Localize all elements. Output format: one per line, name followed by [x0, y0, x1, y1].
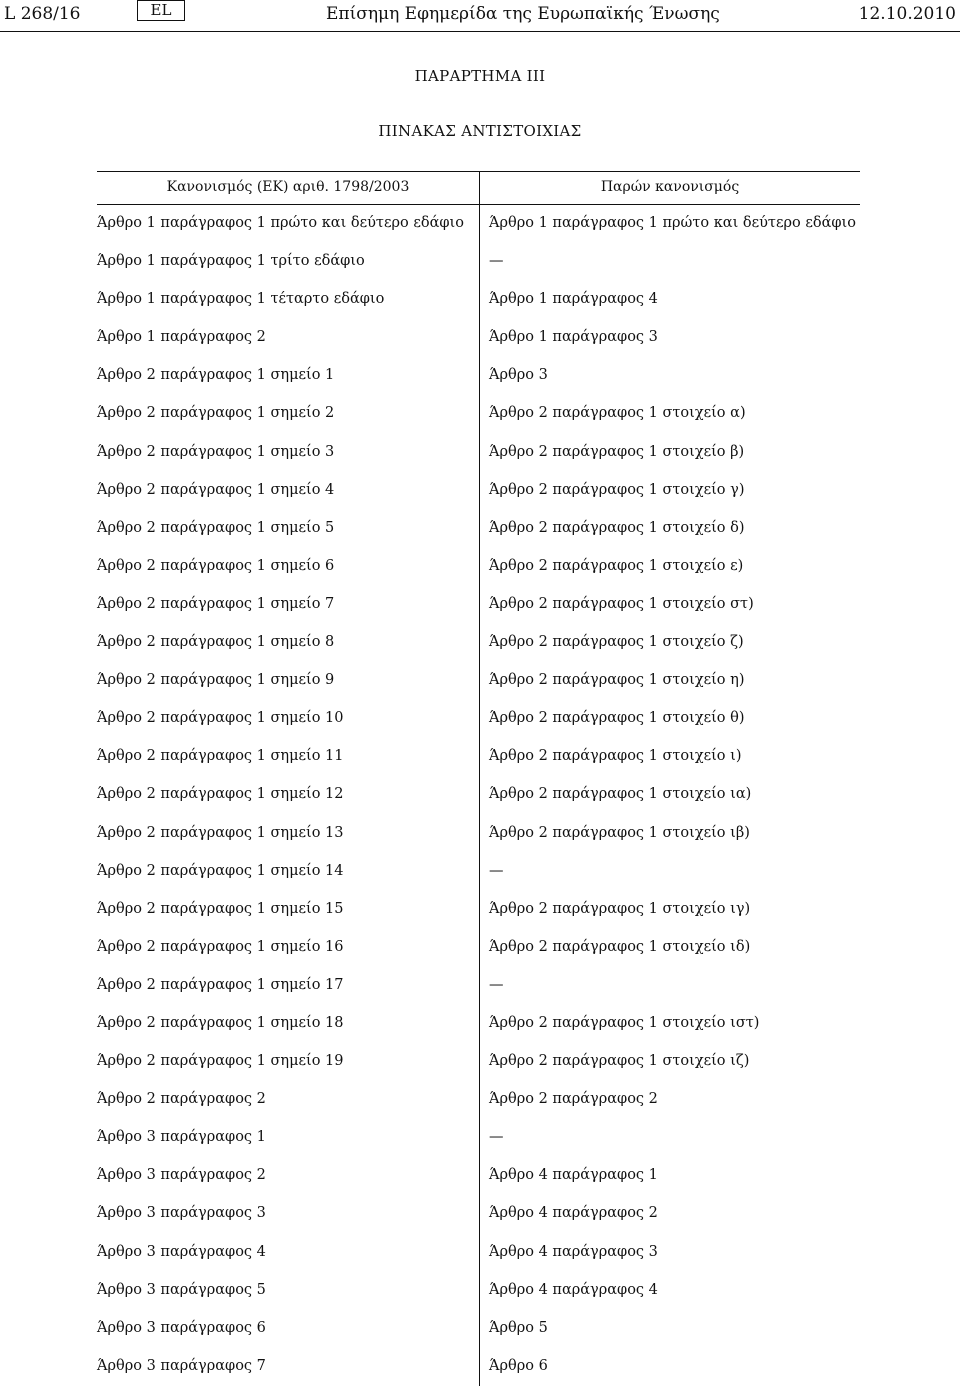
this-regulation-cell: Άρθρο 2 παράγραφος 1 στοιχείο ιδ) [489, 938, 751, 955]
table-body [97, 215, 860, 1396]
table-row [97, 1091, 860, 1129]
correlation-table [97, 171, 860, 1386]
old-regulation-cell: Άρθρο 1 παράγραφος 1 πρώτο και δεύτερο εδάφιο [97, 215, 464, 231]
old-regulation-cell: Άρθρο 2 παράγραφος 1 σημείο 2 [97, 405, 335, 422]
table-row [97, 1320, 860, 1358]
old-regulation-cell: Άρθρο 2 παράγραφος 1 σημείο 12 [97, 786, 344, 803]
this-regulation-cell: Άρθρο 4 παράγραφος 4 [489, 1281, 658, 1298]
this-regulation-cell: Άρθρο 2 παράγραφος 1 στοιχείο ιβ) [489, 824, 750, 841]
old-regulation-cell: Άρθρο 2 παράγραφος 1 σημείο 18 [97, 1014, 344, 1031]
this-regulation-cell: Άρθρο 4 παράγραφος 2 [489, 1205, 658, 1222]
correlation-table-title: ΠΙΝΑΚΑΣ ΑΝΤΙΣΤΟΙΧΙΑΣ [378, 122, 582, 140]
old-regulation-cell: Άρθρο 2 παράγραφος 1 σημείο 9 [97, 672, 335, 689]
table-row [97, 1167, 860, 1205]
table-row [97, 977, 860, 1015]
old-regulation-cell: Άρθρο 1 παράγραφος 1 τρίτο εδάφιο [97, 253, 365, 270]
old-regulation-cell: Άρθρο 2 παράγραφος 1 σημείο 19 [97, 1053, 344, 1070]
column-header-this-regulation: Παρών κανονισμός [600, 179, 740, 195]
this-regulation-cell: Άρθρο 1 παράγραφος 4 [489, 291, 658, 308]
this-regulation-cell: Άρθρο 3 [489, 367, 548, 384]
old-regulation-cell: Άρθρο 1 παράγραφος 1 τέταρτο εδάφιο [97, 291, 385, 308]
table-row [97, 901, 860, 939]
table-row [97, 215, 860, 253]
this-regulation-cell: Άρθρο 2 παράγραφος 1 στοιχείο ια) [489, 786, 752, 803]
table-row [97, 1015, 860, 1053]
table-row [97, 405, 860, 443]
this-regulation-cell: Άρθρο 2 παράγραφος 1 στοιχείο δ) [489, 519, 745, 536]
this-regulation-cell: — [489, 976, 504, 993]
old-regulation-cell: Άρθρο 3 παράγραφος 1 [97, 1129, 266, 1146]
table-row [97, 596, 860, 634]
table-row [97, 939, 860, 977]
page-header [0, 0, 960, 30]
table-row [97, 482, 860, 520]
table-row [97, 1205, 860, 1243]
this-regulation-cell: Άρθρο 2 παράγραφος 1 στοιχείο ι) [489, 748, 742, 765]
header-rule [0, 31, 960, 32]
table-row [97, 367, 860, 405]
old-regulation-cell: Άρθρο 3 παράγραφος 2 [97, 1167, 266, 1184]
table-row [97, 1282, 860, 1320]
old-regulation-cell: Άρθρο 3 παράγραφος 3 [97, 1205, 266, 1222]
table-row [97, 1244, 860, 1282]
old-regulation-cell: Άρθρο 3 παράγραφος 4 [97, 1243, 266, 1260]
table-row [97, 1053, 860, 1091]
old-regulation-cell: Άρθρο 2 παράγραφος 1 σημείο 13 [97, 824, 344, 841]
old-regulation-cell: Άρθρο 2 παράγραφος 1 σημείο 1 [97, 367, 335, 384]
this-regulation-cell: Άρθρο 2 παράγραφος 1 στοιχείο στ) [489, 595, 754, 612]
this-regulation-cell: Άρθρο 4 παράγραφος 3 [489, 1243, 658, 1260]
table-row [97, 672, 860, 710]
old-regulation-cell: Άρθρο 2 παράγραφος 1 σημείο 5 [97, 519, 335, 536]
old-regulation-cell: Άρθρο 2 παράγραφος 2 [97, 1091, 266, 1108]
this-regulation-cell: Άρθρο 2 παράγραφος 1 στοιχείο θ) [489, 710, 745, 727]
this-regulation-cell: — [489, 1129, 504, 1146]
this-regulation-cell: Άρθρο 2 παράγραφος 1 στοιχείο α) [489, 405, 746, 422]
this-regulation-cell: — [489, 862, 504, 879]
table-row [97, 1129, 860, 1167]
this-regulation-cell: Άρθρο 2 παράγραφος 1 στοιχείο γ) [489, 481, 745, 498]
table-row [97, 253, 860, 291]
table-row [97, 710, 860, 748]
this-regulation-cell: Άρθρο 1 παράγραφος 3 [489, 329, 658, 346]
table-row [97, 825, 860, 863]
table-row [97, 748, 860, 786]
this-regulation-cell: Άρθρο 2 παράγραφος 1 στοιχείο ιστ) [489, 1014, 760, 1031]
old-regulation-cell: Άρθρο 2 παράγραφος 1 σημείο 17 [97, 976, 344, 993]
publication-date: 12.10.2010 [858, 4, 956, 24]
old-regulation-cell: Άρθρο 2 παράγραφος 1 σημείο 14 [97, 862, 344, 879]
this-regulation-cell: Άρθρο 4 παράγραφος 1 [489, 1167, 658, 1184]
this-regulation-cell: Άρθρο 2 παράγραφος 1 στοιχείο ιγ) [489, 900, 751, 917]
old-regulation-cell: Άρθρο 3 παράγραφος 5 [97, 1281, 266, 1298]
this-regulation-cell: — [489, 253, 504, 270]
language-code-box: EL [137, 0, 185, 21]
this-regulation-cell: Άρθρο 2 παράγραφος 2 [489, 1091, 658, 1108]
old-regulation-cell: Άρθρο 2 παράγραφος 1 σημείο 7 [97, 595, 335, 612]
this-regulation-cell: Άρθρο 2 παράγραφος 1 στοιχείο ε) [489, 557, 744, 574]
table-row [97, 520, 860, 558]
annex-title: ΠΑΡΑΡΤΗΜΑ III [414, 67, 546, 85]
old-regulation-cell: Άρθρο 2 παράγραφος 1 σημείο 11 [97, 748, 344, 765]
table-row [97, 786, 860, 824]
journal-title: Επίσημη Εφημερίδα της Ευρωπαϊκής Ένωσης [326, 4, 720, 24]
old-regulation-cell: Άρθρο 1 παράγραφος 2 [97, 329, 266, 346]
old-regulation-cell: Άρθρο 2 παράγραφος 1 σημείο 4 [97, 481, 335, 498]
old-regulation-cell: Άρθρο 2 παράγραφος 1 σημείο 10 [97, 710, 344, 727]
old-regulation-cell: Άρθρο 3 παράγραφος 6 [97, 1319, 266, 1336]
old-regulation-cell: Άρθρο 2 παράγραφος 1 σημείο 8 [97, 634, 335, 651]
table-row [97, 329, 860, 367]
table-row [97, 863, 860, 901]
old-regulation-cell: Άρθρο 2 παράγραφος 1 σημείο 15 [97, 900, 344, 917]
table-row [97, 558, 860, 596]
this-regulation-cell: Άρθρο 2 παράγραφος 1 στοιχείο ιζ) [489, 1053, 750, 1070]
this-regulation-cell: Άρθρο 2 παράγραφος 1 στοιχείο β) [489, 443, 745, 460]
table-row [97, 1358, 860, 1396]
old-regulation-cell: Άρθρο 3 παράγραφος 7 [97, 1357, 266, 1374]
page-reference: L 268/16 [4, 4, 81, 24]
this-regulation-cell: Άρθρο 5 [489, 1319, 548, 1336]
this-regulation-cell: Άρθρο 6 [489, 1357, 548, 1374]
this-regulation-cell: Άρθρο 1 παράγραφος 1 πρώτο και δεύτερο εδάφιο [489, 215, 856, 231]
table-row [97, 444, 860, 482]
column-header-old-regulation: Κανονισμός (ΕΚ) αριθ. 1798/2003 [166, 179, 410, 195]
old-regulation-cell: Άρθρο 2 παράγραφος 1 σημείο 16 [97, 938, 344, 955]
old-regulation-cell: Άρθρο 2 παράγραφος 1 σημείο 6 [97, 557, 335, 574]
this-regulation-cell: Άρθρο 2 παράγραφος 1 στοιχείο η) [489, 672, 745, 689]
this-regulation-cell: Άρθρο 2 παράγραφος 1 στοιχείο ζ) [489, 634, 744, 651]
table-row [97, 634, 860, 672]
old-regulation-cell: Άρθρο 2 παράγραφος 1 σημείο 3 [97, 443, 335, 460]
table-row [97, 291, 860, 329]
